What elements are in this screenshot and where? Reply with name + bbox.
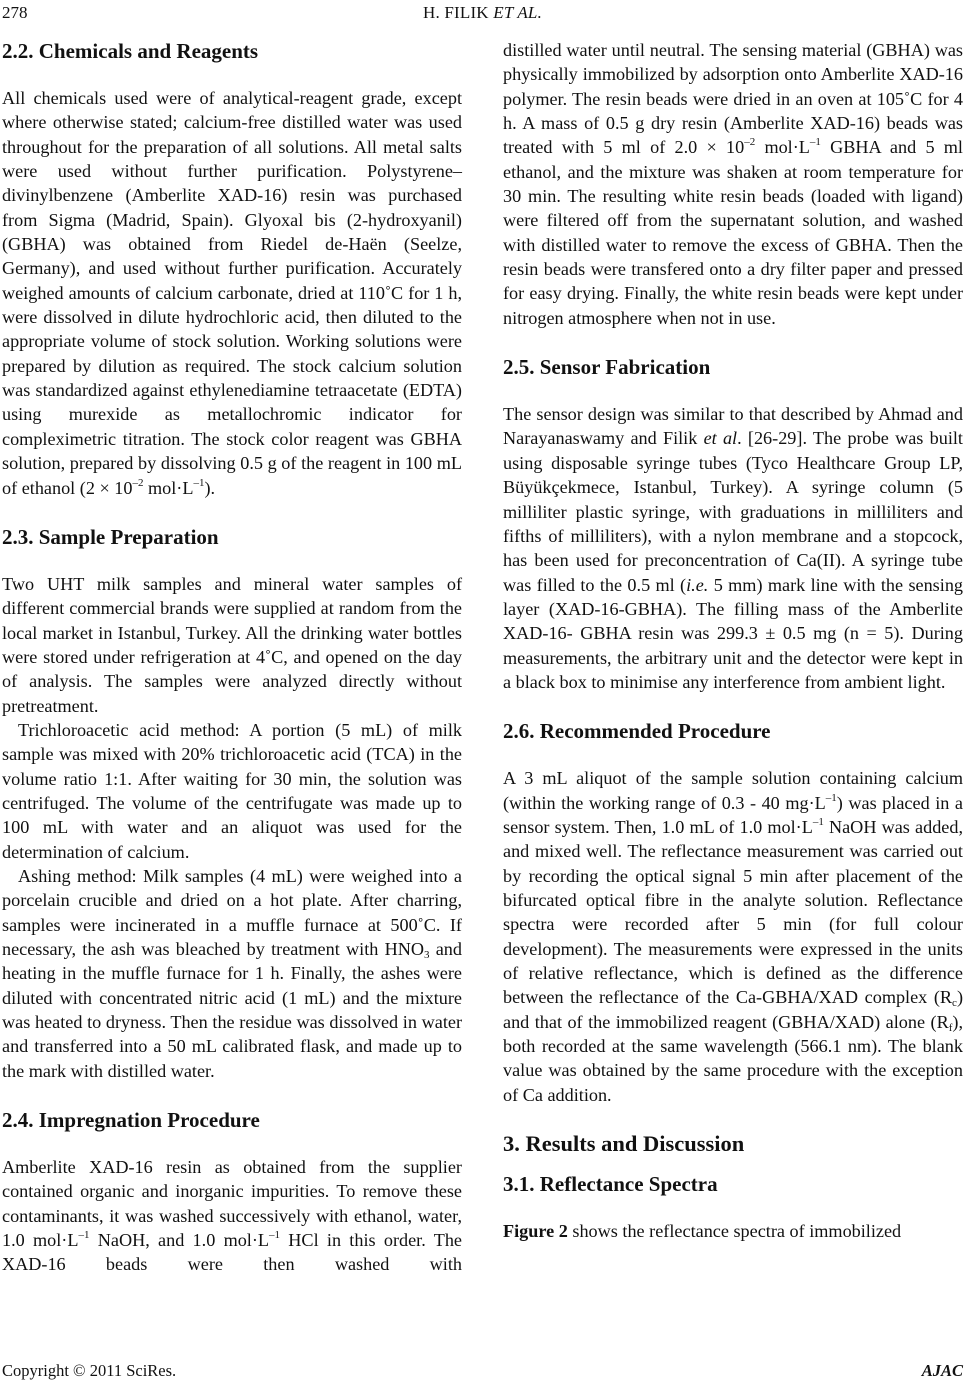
text-run: mol·L <box>755 137 810 158</box>
page-footer <box>0 1360 965 1382</box>
paragraph-samples: Two UHT milk samples and mineral water samples of different commercial brands were supplied at random from the local market in Istanbul, Turkey. All the drinking water bottles were stored under refrigeration at 4˚C, and opened on the day of analysis. The samples were analyzed directly without pretreatment. <box>2 573 462 716</box>
section-heading-2-6: 2.6. Recommended Procedure <box>503 719 771 744</box>
text-run: distilled water until neutral. The sensing material (GBHA) was physically immobilized by adsorption onto Amberlite XAD-16 polymer. The resin beads were dried in an oven at 105˚C for 4 h. A mass of 0.5 g dry resin (Amberlite XAD-16) beads was treated with 5 ml of 2.0 × 10 <box>503 40 963 158</box>
superscript: –1 <box>78 1229 90 1242</box>
superscript: –2 <box>132 476 144 489</box>
text-run: ), both recorded at the same wavelength (566.1 nm). The blank value was obtained by the same procedure with the exception of Ca addition. <box>503 1011 963 1105</box>
italic-et-al: et al <box>703 428 738 449</box>
authors-suffix: ET AL. <box>493 3 543 22</box>
section-heading-2-5: 2.5. Sensor Fabrication <box>503 355 711 380</box>
journal-abbreviation: AJAC <box>921 1361 963 1380</box>
superscript: –1 <box>825 791 837 804</box>
text-run: Amberlite XAD-16 resin as obtained from the supplier contained organic and inorganic impurities. To remove these contaminants, it was washed successively with ethanol, water, 1.0 mol·L <box>2 1157 462 1251</box>
text-run: The sensor design was similar to that described by Ahmad and Narayanaswamy and Filik <box>503 404 963 449</box>
left-column <box>2 38 462 1277</box>
paragraph-reflectance-spectra <box>503 1219 963 1243</box>
text-run: All chemicals used were of analytical-reagent grade, except where otherwise stated; calcium-free distilled water was used throughout for the preparation of all solutions. All metal salts were used without further purification. Polystyrene–divinylbenzene (Amberlite XAD-16) resin was purchased from Sigma (Madrid, Spain). Glyoxal bis (2-hydroxyanil) (GBHA) was obtained from Riedel de-Haën (Seelze, Germany), and used without further purification. Accurately weighed amounts of calcium carbonate, dried at 110˚C for 1 h, were dissolved in dilute hydrochloric acid, then diluted to the appropriate volume of stock solution. Working solutions were prepared by dilution as required. The stock calcium solution was standardized against ethylenediamine tetraacetate (EDTA) using murexide as metallochromic indicator for compleximetric titration. The stock color reagent was GBHA solution, prepared by dissolving 0.5 g of the reagent in 100 mL of ethanol (2 × 10 <box>2 88 462 498</box>
superscript: –1 <box>809 136 821 149</box>
section-heading-3: 3. Results and Discussion <box>503 1131 745 1157</box>
superscript: –1 <box>269 1229 281 1242</box>
text-run: 5 mm) mark line with the sensing layer (XAD-16-GBHA). The filling mass of the Amberlite XAD-16- GBHA resin was 299.3 ± 0.5 mg (n = 5). During measurements, the arbitrary unit and the detector were kept in a black box to minimise any interference from ambient light. <box>503 574 964 692</box>
text-run: ) was placed in a sensor system. Then, 1.0 mL of 1.0 mol·L <box>503 792 963 837</box>
paragraph-ashing-method <box>2 864 462 1083</box>
paragraph-impregnation-continued <box>503 38 963 330</box>
superscript: –1 <box>812 815 824 828</box>
italic-ie: i.e. <box>686 574 709 595</box>
subscript: f <box>948 1021 953 1034</box>
authors-prefix: H. FILIK <box>422 3 489 22</box>
section-heading-2-2: 2.2. Chemicals and Reagents <box>2 39 259 63</box>
section-heading-2-4: 2.4. Impregnation Procedure <box>2 1108 260 1133</box>
paragraph-chemicals <box>2 86 462 500</box>
text-run: NaOH, and 1.0 mol·L <box>89 1230 270 1251</box>
paragraph-sensor-fabrication <box>503 402 963 694</box>
superscript: –2 <box>744 136 756 149</box>
text-run: NaOH was added, and mixed well. The reflectance measurement was carried out by recording the optical signal 5 min after placement of the bifurcated optical fibre in the analyte solution. Reflectance spectra were recorded after 5 min (for full colour development). The measurements were expressed in the units of relative reflectance, which is defined as the difference between the reflectance of the Ca-GBHA/XAD complex (R <box>503 816 964 1008</box>
text-run: mol·L <box>143 477 194 498</box>
text-run: ) and that of the immobilized reagent (GBHA/XAD) alone (R <box>503 987 963 1032</box>
text-run: shows the reflectance spectra of immobilized <box>567 1221 902 1242</box>
text-run: HCl in this order. The XAD-16 beads were then washed with <box>2 1230 462 1275</box>
figure-reference[interactable]: Figure 2 <box>503 1221 568 1242</box>
running-authors <box>0 2 965 24</box>
text-run: and heating in the muffle furnace for 1 h. Finally, the ashes were diluted with concentrated nitric acid (1 mL) and the mixture was heated to dryness. Then the residue was dissolved in water and transferred into a 50 mL calibrated flask, and made up to the mark with distilled water. <box>2 939 462 1081</box>
right-column <box>503 38 963 1243</box>
text-run: Ashing method: Milk samples (4 mL) were weighed into a porcelain crucible and dried on a hot plate. After charring, samples were incinerated in a muffle furnace at 500˚C. If necessary, the ash was bleached by treatment with HNO <box>2 865 462 959</box>
paragraph-impregnation <box>2 1155 462 1277</box>
section-heading-3-1: 3.1. Reflectance Spectra <box>503 1172 718 1197</box>
text-run: A 3 mL aliquot of the sample solution containing calcium (within the working range of 0.3 - 40 mg·L <box>503 768 963 813</box>
text-run: GBHA and 5 ml ethanol, and the mixture was shaken at room temperature for 30 min. The resulting white resin beads (loaded with ligand) were filtered off from the supernatant solution, and washed with distilled water to remove the excess of GBHA. Then the resin beads were transfered onto a dry filter paper and pressed for easy drying. Finally, the white resin beads were kept under nitrogen atmosphere when not in use. <box>503 137 963 328</box>
section-heading-2-3: 2.3. Sample Preparation <box>2 524 219 549</box>
running-head <box>0 2 965 24</box>
text-run: . [26-29]. The probe was built using disposable syringe tubes (Tyco Healthcare Group LP, Büyükçekmece, Istanbul, Turkey). A syringe column (5 milliliter plastic syringe, with graduations in milliliters and fifths of milliliters), with a nylon membrane and a stopcock, has been used for preconcentration of Ca(II). A syringe tube was filled to the 0.5 ml ( <box>503 428 963 595</box>
copyright-notice: Copyright © 2011 SciRes. <box>2 1361 177 1380</box>
subscript: c <box>952 997 957 1010</box>
paragraph-tca-method: Trichloroacetic acid method: A portion (5 mL) of milk sample was mixed with 20% trichloroacetic acid (TCA) in the volume ratio 1:1. After waiting for 30 min, the solution was centrifuged. The volume of the centrifugate was made up to 100 mL with water and an aliquot was used for the determination of calcium. <box>2 719 462 862</box>
superscript: –1 <box>193 476 205 489</box>
paragraph-recommended-procedure <box>503 766 963 1107</box>
page-number: 278 <box>2 3 28 22</box>
subscript: 3 <box>423 949 430 961</box>
text-run: ). <box>204 477 216 498</box>
